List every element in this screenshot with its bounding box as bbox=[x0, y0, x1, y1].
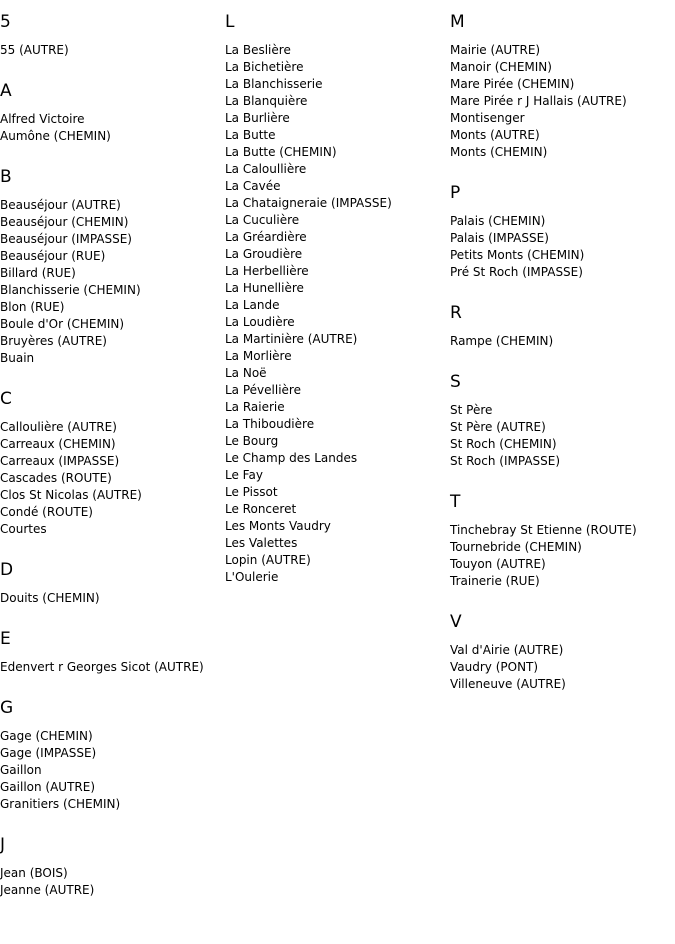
street-list-item[interactable]: Vaudry (PONT) bbox=[450, 660, 539, 674]
street-list-item[interactable]: Mairie (AUTRE) bbox=[450, 43, 541, 57]
street-list-item[interactable]: Pré St Roch (IMPASSE) bbox=[450, 265, 583, 279]
street-list-item[interactable]: Manoir (CHEMIN) bbox=[450, 60, 552, 74]
street-list-item[interactable]: Beauséjour (RUE) bbox=[0, 249, 106, 263]
street-list bbox=[0, 728, 204, 813]
street-list-item[interactable]: Le Ronceret bbox=[225, 502, 297, 516]
street-list-item[interactable]: Palais (CHEMIN) bbox=[450, 214, 546, 228]
letter-group bbox=[225, 12, 392, 586]
street-list-item[interactable]: La Bichetière bbox=[225, 60, 304, 74]
street-list-item[interactable]: La Martinière (AUTRE) bbox=[225, 332, 358, 346]
street-list-item[interactable]: Gaillon bbox=[0, 763, 42, 777]
street-list-item[interactable]: Douits (CHEMIN) bbox=[0, 591, 100, 605]
street-list-item[interactable]: Carreaux (IMPASSE) bbox=[0, 454, 120, 468]
street-list-item[interactable]: La Lande bbox=[225, 298, 280, 312]
street-list-item[interactable]: L'Oulerie bbox=[225, 570, 279, 584]
street-list-item[interactable]: Beauséjour (AUTRE) bbox=[0, 198, 121, 212]
letter-group bbox=[450, 12, 637, 161]
street-list-item[interactable]: Clos St Nicolas (AUTRE) bbox=[0, 488, 142, 502]
street-list-item[interactable]: Beauséjour (CHEMIN) bbox=[0, 215, 129, 229]
street-list-item[interactable]: La Blanquière bbox=[225, 94, 308, 108]
street-list-item[interactable]: La Caloullière bbox=[225, 162, 307, 176]
street-list-item[interactable]: La Loudière bbox=[225, 315, 295, 329]
street-list-item[interactable]: Palais (IMPASSE) bbox=[450, 231, 549, 245]
street-list bbox=[450, 213, 637, 281]
street-list-item[interactable]: Villeneuve (AUTRE) bbox=[450, 677, 566, 691]
letter-group bbox=[0, 560, 204, 607]
street-list bbox=[0, 419, 204, 538]
street-list-item[interactable]: Le Champ des Landes bbox=[225, 451, 358, 465]
section-letter-heading: J bbox=[0, 835, 6, 855]
street-list-item[interactable]: Edenvert r Georges Sicot (AUTRE) bbox=[0, 660, 204, 674]
street-list-item[interactable]: Le Pissot bbox=[225, 485, 278, 499]
street-list bbox=[450, 42, 637, 161]
section-letter-heading: M bbox=[450, 12, 465, 32]
letter-group bbox=[0, 389, 204, 538]
street-list-item[interactable]: St Roch (CHEMIN) bbox=[450, 437, 557, 451]
street-list-item[interactable]: Alfred Victoire bbox=[0, 112, 85, 126]
letter-group bbox=[0, 81, 204, 145]
street-list-item[interactable]: 55 (AUTRE) bbox=[0, 43, 69, 57]
street-list-item[interactable]: Jean (BOIS) bbox=[0, 866, 68, 880]
index-column-2 bbox=[225, 0, 392, 608]
street-list-item[interactable]: Blanchisserie (CHEMIN) bbox=[0, 283, 141, 297]
letter-group bbox=[450, 372, 637, 470]
street-list-item[interactable]: Gage (IMPASSE) bbox=[0, 746, 97, 760]
street-list-item[interactable]: La Pévellière bbox=[225, 383, 301, 397]
section-letter-heading: S bbox=[450, 372, 461, 392]
section-letter-heading: 5 bbox=[0, 12, 11, 32]
section-letter-heading: B bbox=[0, 167, 12, 187]
street-list-item[interactable]: La Thiboudière bbox=[225, 417, 315, 431]
street-list-item[interactable]: Buain bbox=[0, 351, 35, 365]
letter-group bbox=[450, 612, 637, 693]
street-list-item[interactable]: Le Bourg bbox=[225, 434, 279, 448]
street-list-item[interactable]: Gage (CHEMIN) bbox=[0, 729, 93, 743]
street-list-item[interactable]: La Morlière bbox=[225, 349, 292, 363]
street-list-item[interactable]: La Chataigneraie (IMPASSE) bbox=[225, 196, 392, 210]
street-list-item[interactable]: Rampe (CHEMIN) bbox=[450, 334, 554, 348]
street-list bbox=[225, 42, 392, 586]
street-list-item[interactable]: Mare Pirée (CHEMIN) bbox=[450, 77, 575, 91]
street-list-item[interactable]: Condé (ROUTE) bbox=[0, 505, 93, 519]
street-list bbox=[0, 197, 204, 367]
letter-group bbox=[0, 629, 204, 676]
street-list-item[interactable]: Le Fay bbox=[225, 468, 263, 482]
letter-group bbox=[450, 183, 637, 281]
index-column-3 bbox=[450, 0, 637, 715]
street-list-item[interactable]: Tournebride (CHEMIN) bbox=[450, 540, 582, 554]
street-list bbox=[0, 42, 204, 59]
street-list-item[interactable]: La Cuculière bbox=[225, 213, 300, 227]
letter-group bbox=[450, 492, 637, 590]
street-list-item[interactable]: Aumône (CHEMIN) bbox=[0, 129, 111, 143]
street-list-item[interactable]: Les Valettes bbox=[225, 536, 298, 550]
street-list-item[interactable]: Bruyères (AUTRE) bbox=[0, 334, 107, 348]
letter-group bbox=[450, 303, 637, 350]
street-list bbox=[450, 522, 637, 590]
section-letter-heading: R bbox=[450, 303, 462, 323]
letter-group bbox=[0, 835, 204, 899]
street-list-item[interactable]: Lopin (AUTRE) bbox=[225, 553, 311, 567]
section-letter-heading: C bbox=[0, 389, 12, 409]
section-letter-heading: V bbox=[450, 612, 462, 632]
street-list-item[interactable]: Blon (RUE) bbox=[0, 300, 65, 314]
section-letter-heading: A bbox=[0, 81, 12, 101]
street-list-item[interactable]: La Raierie bbox=[225, 400, 285, 414]
street-list-item[interactable]: Billard (RUE) bbox=[0, 266, 76, 280]
street-list-item[interactable]: La Burlière bbox=[225, 111, 290, 125]
street-list-item[interactable]: Trainerie (RUE) bbox=[450, 574, 540, 588]
street-list-item[interactable]: Beauséjour (IMPASSE) bbox=[0, 232, 132, 246]
street-list-item[interactable]: Tinchebray St Etienne (ROUTE) bbox=[450, 523, 637, 537]
street-list bbox=[0, 590, 204, 607]
street-list-item[interactable]: La Groudière bbox=[225, 247, 303, 261]
street-list-item[interactable]: Monts (AUTRE) bbox=[450, 128, 540, 142]
street-list-item[interactable]: Boule d'Or (CHEMIN) bbox=[0, 317, 125, 331]
street-list-item[interactable]: Jeanne (AUTRE) bbox=[0, 883, 95, 897]
street-list-item[interactable]: La Beslière bbox=[225, 43, 291, 57]
street-list-item[interactable]: La Cavée bbox=[225, 179, 281, 193]
street-list-item[interactable]: La Butte bbox=[225, 128, 276, 142]
street-list bbox=[0, 865, 204, 899]
street-list-item[interactable]: Petits Monts (CHEMIN) bbox=[450, 248, 585, 262]
street-list-item[interactable]: Cascades (ROUTE) bbox=[0, 471, 112, 485]
street-list-item[interactable]: St Père bbox=[450, 403, 493, 417]
street-list-item[interactable]: La Butte (CHEMIN) bbox=[225, 145, 337, 159]
street-list-item[interactable]: Touyon (AUTRE) bbox=[450, 557, 546, 571]
street-list-item[interactable]: Gaillon (AUTRE) bbox=[0, 780, 96, 794]
street-list-item[interactable]: St Père (AUTRE) bbox=[450, 420, 546, 434]
street-list-item[interactable]: Mare Pirée r J Hallais (AUTRE) bbox=[450, 94, 627, 108]
street-list bbox=[450, 402, 637, 470]
section-letter-heading: G bbox=[0, 698, 14, 718]
street-list bbox=[0, 111, 204, 145]
street-list bbox=[450, 333, 637, 350]
street-list-item[interactable]: Les Monts Vaudry bbox=[225, 519, 331, 533]
street-list-item[interactable]: Calloulière (AUTRE) bbox=[0, 420, 117, 434]
street-list-item[interactable]: La Gréardière bbox=[225, 230, 307, 244]
street-list-item[interactable]: La Blanchisserie bbox=[225, 77, 323, 91]
letter-group bbox=[0, 167, 204, 367]
street-list-item[interactable]: Carreaux (CHEMIN) bbox=[0, 437, 116, 451]
index-column-1 bbox=[0, 0, 204, 921]
section-letter-heading: L bbox=[225, 12, 235, 32]
letter-group bbox=[0, 698, 204, 813]
section-letter-heading: T bbox=[450, 492, 461, 512]
street-list-item[interactable]: La Hunellière bbox=[225, 281, 304, 295]
street-list-item[interactable]: St Roch (IMPASSE) bbox=[450, 454, 561, 468]
street-list-item[interactable]: La Noë bbox=[225, 366, 267, 380]
street-list-item[interactable]: Courtes bbox=[0, 522, 47, 536]
street-list-item[interactable]: Montisenger bbox=[450, 111, 525, 125]
letter-group bbox=[0, 12, 204, 59]
street-list-item[interactable]: La Herbellière bbox=[225, 264, 309, 278]
section-letter-heading: E bbox=[0, 629, 11, 649]
street-list bbox=[0, 659, 204, 676]
street-list-item[interactable]: Monts (CHEMIN) bbox=[450, 145, 548, 159]
section-letter-heading: P bbox=[450, 183, 461, 203]
street-list-item[interactable]: Granitiers (CHEMIN) bbox=[0, 797, 121, 811]
street-list bbox=[450, 642, 637, 693]
street-list-item[interactable]: Val d'Airie (AUTRE) bbox=[450, 643, 564, 657]
section-letter-heading: D bbox=[0, 560, 14, 580]
